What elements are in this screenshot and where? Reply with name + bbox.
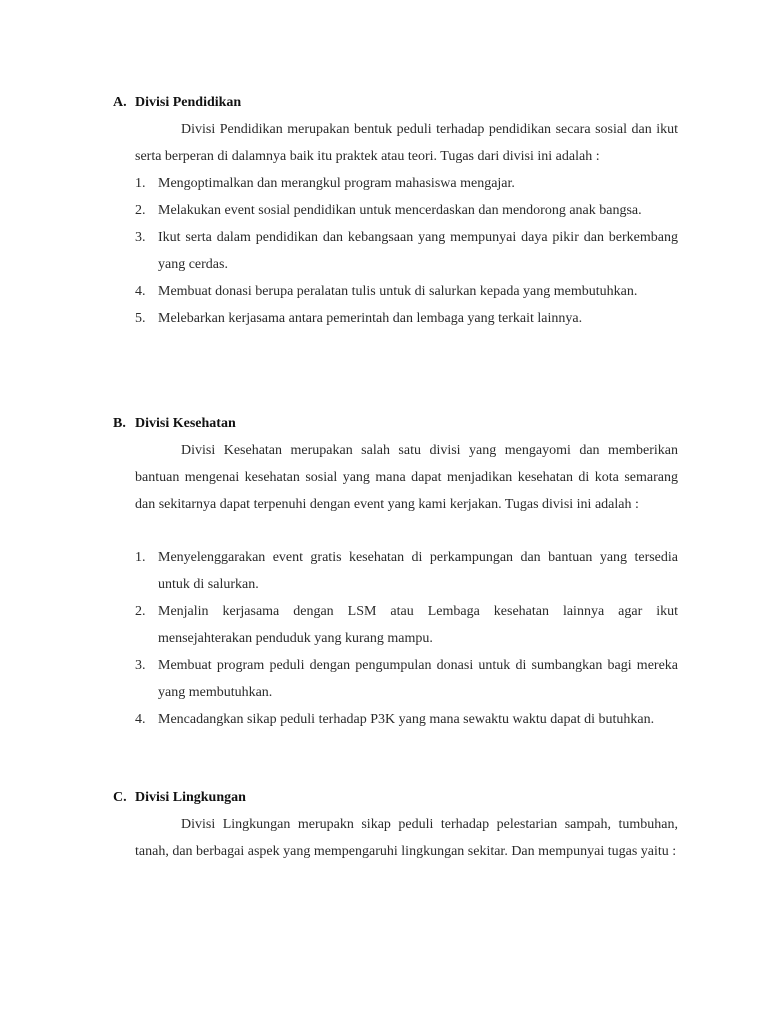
list-item [0,598,768,652]
list-number: 3. [135,230,146,245]
list-text: Menyelenggarakan event gratis kesehatan di perkampungan dan bantuan yang tersedia untuk di salurkan. [158,550,678,592]
list-item [0,278,768,305]
list-text: Melebarkan kerjasama antara pemerintah dan lembaga yang terkait lainnya. [158,311,583,326]
list-number: 1. [135,176,146,191]
list-text: Ikut serta dalam pendidikan dan kebangsaan yang mempunyai daya pikir dan berkembang yang cerdas. [158,230,678,272]
section-title: Divisi Lingkungan [135,790,246,805]
list-text: Membuat program peduli dengan pengumpulan donasi untuk di sumbangkan bagi mereka yang membutuhkan. [158,658,678,700]
section-paragraph: Divisi Pendidikan merupakan bentuk peduli terhadap pendidikan secara sosial dan ikut serta berperan di dalamnya baik itu praktek atau teori. Tugas dari divisi ini adalah : [135,122,678,164]
list-number: 5. [135,311,146,326]
list-number: 3. [135,658,146,673]
list-text: Mencadangkan sikap peduli terhadap P3K yang mana sewaktu waktu dapat di butuhkan. [158,712,655,727]
section-letter: C. [113,790,127,805]
section-paragraph: Divisi Lingkungan merupakn sikap peduli terhadap pelestarian sampah, tumbuhan, tanah, dan berbagai aspek yang mempengaruhi lingkungan sekitar. Dan mempunyai tugas yaitu : [135,817,678,859]
section-letter: A. [113,95,127,110]
list-item [0,170,768,197]
list-item [0,652,768,706]
list-number: 2. [135,604,146,619]
list-text: Melakukan event sosial pendidikan untuk mencerdaskan dan mendorong anak bangsa. [158,203,642,218]
list-number: 4. [135,284,146,299]
list-number: 4. [135,712,146,727]
list-item [0,706,768,733]
section-heading [113,414,236,434]
section-title: Divisi Pendidikan [135,95,242,110]
section-letter: B. [113,416,126,431]
list-item [0,197,768,224]
section-heading [113,788,246,808]
section-title: Divisi Kesehatan [135,416,236,431]
list-item [0,224,768,278]
section-paragraph: Divisi Kesehatan merupakan salah satu divisi yang mengayomi dan memberikan bantuan mengenai kesehatan sosial yang mana dapat menjadikan kesehatan di kota semarang dan sekitarnya dapat terpenuhi dengan event yang kami kerjakan. Tugas divisi ini adalah : [135,443,678,512]
list-number: 1. [135,550,146,565]
list-item [0,544,768,598]
list-text: Menjalin kerjasama dengan LSM atau Lembaga kesehatan lainnya agar ikut mensejahterakan penduduk yang kurang mampu. [158,604,678,646]
task-list [0,544,768,733]
section-heading [113,93,241,113]
list-number: 2. [135,203,146,218]
list-item [0,305,768,332]
list-text: Mengoptimalkan dan merangkul program mahasiswa mengajar. [158,176,515,191]
list-text: Membuat donasi berupa peralatan tulis untuk di salurkan kepada yang membutuhkan. [158,284,638,299]
task-list [0,170,768,332]
